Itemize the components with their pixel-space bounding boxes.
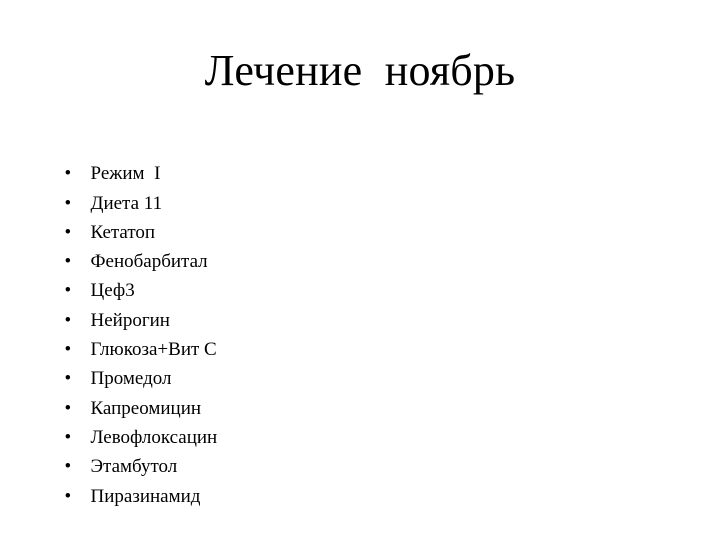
slide-title: Лечение ноябрь	[204, 46, 516, 95]
list-item-label: Промедол	[90, 368, 172, 390]
bullet-icon: •	[64, 426, 72, 448]
list-item	[36, 130, 217, 185]
bullet-icon: •	[64, 397, 72, 419]
bullet-icon: •	[64, 251, 72, 273]
bullet-icon: •	[64, 192, 72, 214]
list-item	[36, 364, 217, 419]
list-item-label: Капреомицин	[90, 397, 202, 419]
list-item-label: Нейрогин	[90, 309, 170, 331]
bullet-icon: •	[64, 221, 72, 243]
list-item	[36, 306, 217, 361]
bullet-list	[36, 130, 218, 507]
list-item	[36, 159, 217, 214]
list-item-label: Пиразинамид	[90, 485, 201, 507]
list-item-label: Диета 11	[90, 192, 163, 214]
bullet-icon: •	[64, 485, 72, 507]
bullet-icon: •	[64, 456, 72, 478]
bullet-icon: •	[64, 280, 72, 302]
list-item-label: Левофлоксацин	[90, 426, 218, 448]
list-item-label: Цеф3	[90, 280, 135, 302]
list-item	[36, 247, 217, 302]
bullet-icon: •	[64, 339, 72, 361]
list-item	[36, 335, 217, 390]
list-item	[36, 394, 218, 448]
bullet-icon: •	[64, 163, 72, 185]
list-item-label: Глюкоза+Вит С	[90, 339, 217, 361]
list-item-label: Этамбутол	[90, 456, 178, 478]
bullet-icon: •	[64, 368, 72, 390]
bullet-icon: •	[64, 309, 72, 331]
list-item	[36, 423, 217, 478]
list-item	[36, 276, 217, 331]
list-item-label: Кетатоп	[90, 221, 156, 243]
list-item	[36, 218, 217, 273]
list-item-label: Режим I	[90, 163, 161, 185]
list-item	[36, 189, 217, 243]
list-item-label: Фенобарбитал	[90, 251, 208, 273]
list-item	[36, 452, 217, 507]
